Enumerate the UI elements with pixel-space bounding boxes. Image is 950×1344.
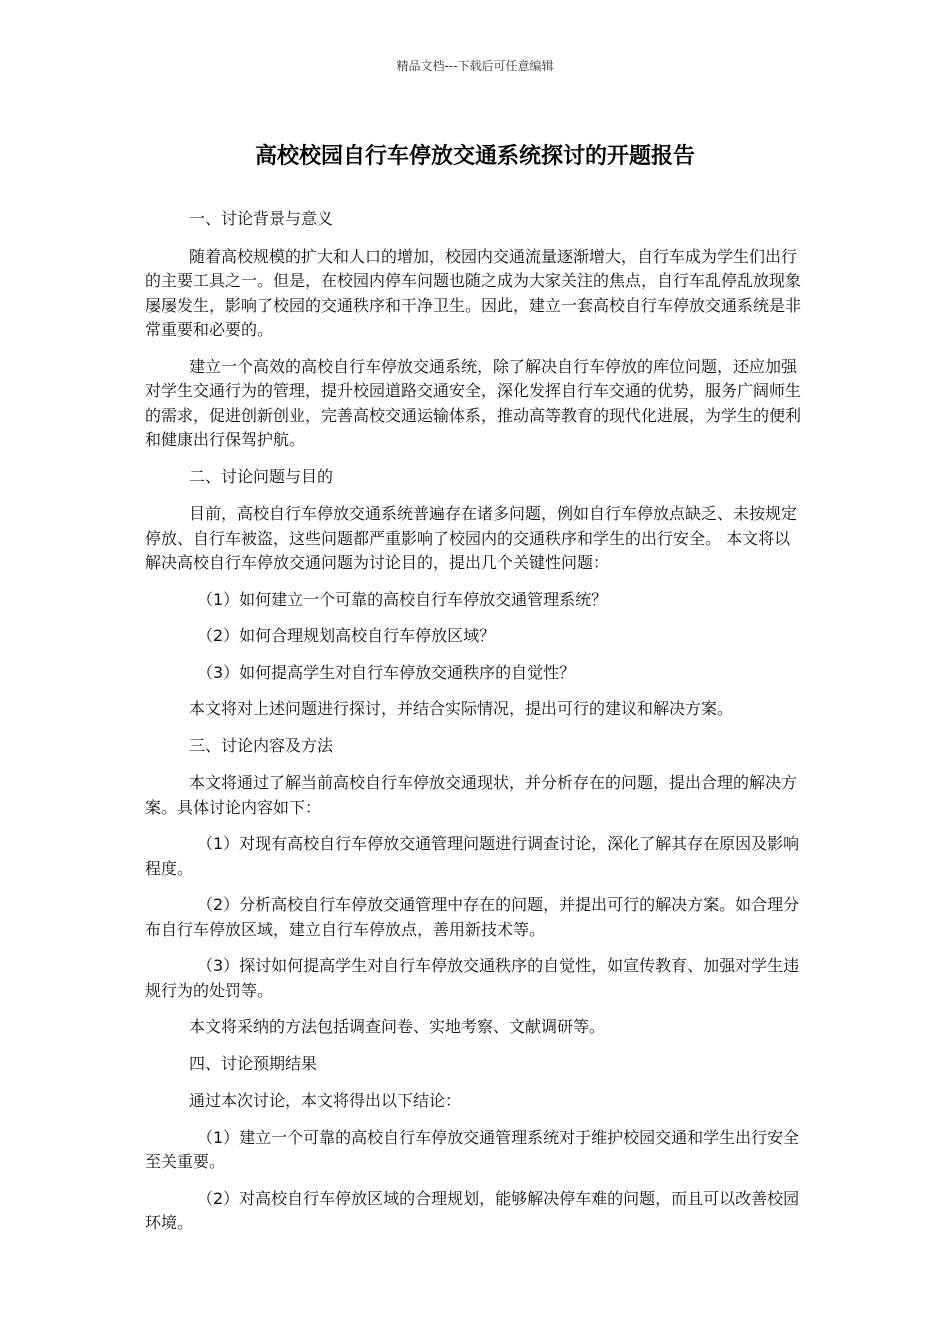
paragraph: 通过本次讨论，本文将得出以下结论： [189, 1091, 462, 1110]
section-heading: 三、讨论内容及方法 [189, 735, 334, 755]
content-item: （1）对现有高校自行车停放交通管理问题进行调查讨论，深化了解其存在原因及影响程度。 [145, 834, 800, 878]
question-item: （1）如何建立一个可靠的高校自行车停放交通管理系统？ [197, 589, 608, 609]
question-item: （3）如何提高学生对自行车停放交通秩序的自觉性？ [197, 662, 576, 682]
content-item: （2）分析高校自行车停放交通管理中存在的问题，并提出可行的解决方案。如合理分布自行车停放区域，建立自行车停放点，善用新技术等。 [145, 895, 800, 939]
document-body [145, 207, 805, 1236]
paragraph: 目前，高校自行车停放交通系统普遍存在诸多问题，例如自行车停放点缺乏、未按规定停放、自行车被盗，这些问题都严重影响了校园内的交通秩序和学生的出行安全。 本文将以解决高校自行车停放交通问题为讨论目的，提出几个关键性问题： [145, 504, 798, 572]
page-header-note: 精品文档---下载后可任意编辑 [396, 59, 554, 73]
paragraph: 随着高校规模的扩大和人口的增加，校园内交通流量逐渐增大，自行车成为学生们出行的主要工具之一。但是，在校园内停车问题也随之成为大家关注的焦点，自行车乱停乱放现象屡屡发生，影响了校园的交通秩序和干净卫生。因此，建立一套高校自行车停放交通系统是非常重要和必要的。 [145, 246, 802, 339]
content-item: （3）探讨如何提高学生对自行车停放交通秩序的自觉性，如宣传教育、加强对学生违规行为的处罚等。 [145, 956, 800, 1000]
section-heading: 二、讨论问题与目的 [189, 466, 334, 486]
section-heading: 四、讨论预期结果 [189, 1053, 318, 1073]
paragraph: 本文将采纳的方法包括调查问卷、实地考察、文献调研等。 [189, 1017, 606, 1036]
question-item: （2）如何合理规划高校自行车停放区域？ [197, 626, 496, 645]
section-heading: 一、讨论背景与意义 [189, 209, 334, 228]
paragraph: 建立一个高效的高校自行车停放交通系统，除了解决自行车停放的库位问题，还应加强对学生交通行为的管理，提升校园道路交通安全，深化发挥自行车交通的优势，服务广阔师生的需求，促进创新创业，完善高校交通运输体系，推动高等教育的现代化进展，为学生的便利和健康出行保驾护航。 [145, 356, 802, 449]
paragraph: 本文将对上述问题进行探讨，并结合实际情况，提出可行的建议和解决方案。 [189, 699, 734, 718]
result-item: （2）对高校自行车停放区域的合理规划，能够解决停车难的问题，而且可以改善校园环境。 [145, 1188, 800, 1232]
result-item: （1）建立一个可靠的高校自行车停放交通管理系统对于维护校园交通和学生出行安全至关重要。 [145, 1127, 800, 1171]
paragraph: 本文将通过了解当前高校自行车停放交通现状，并分析存在的问题，提出合理的解决方案。具体讨论内容如下： [145, 773, 798, 817]
document-title: 高校校园自行车停放交通系统探讨的开题报告 [254, 144, 695, 169]
